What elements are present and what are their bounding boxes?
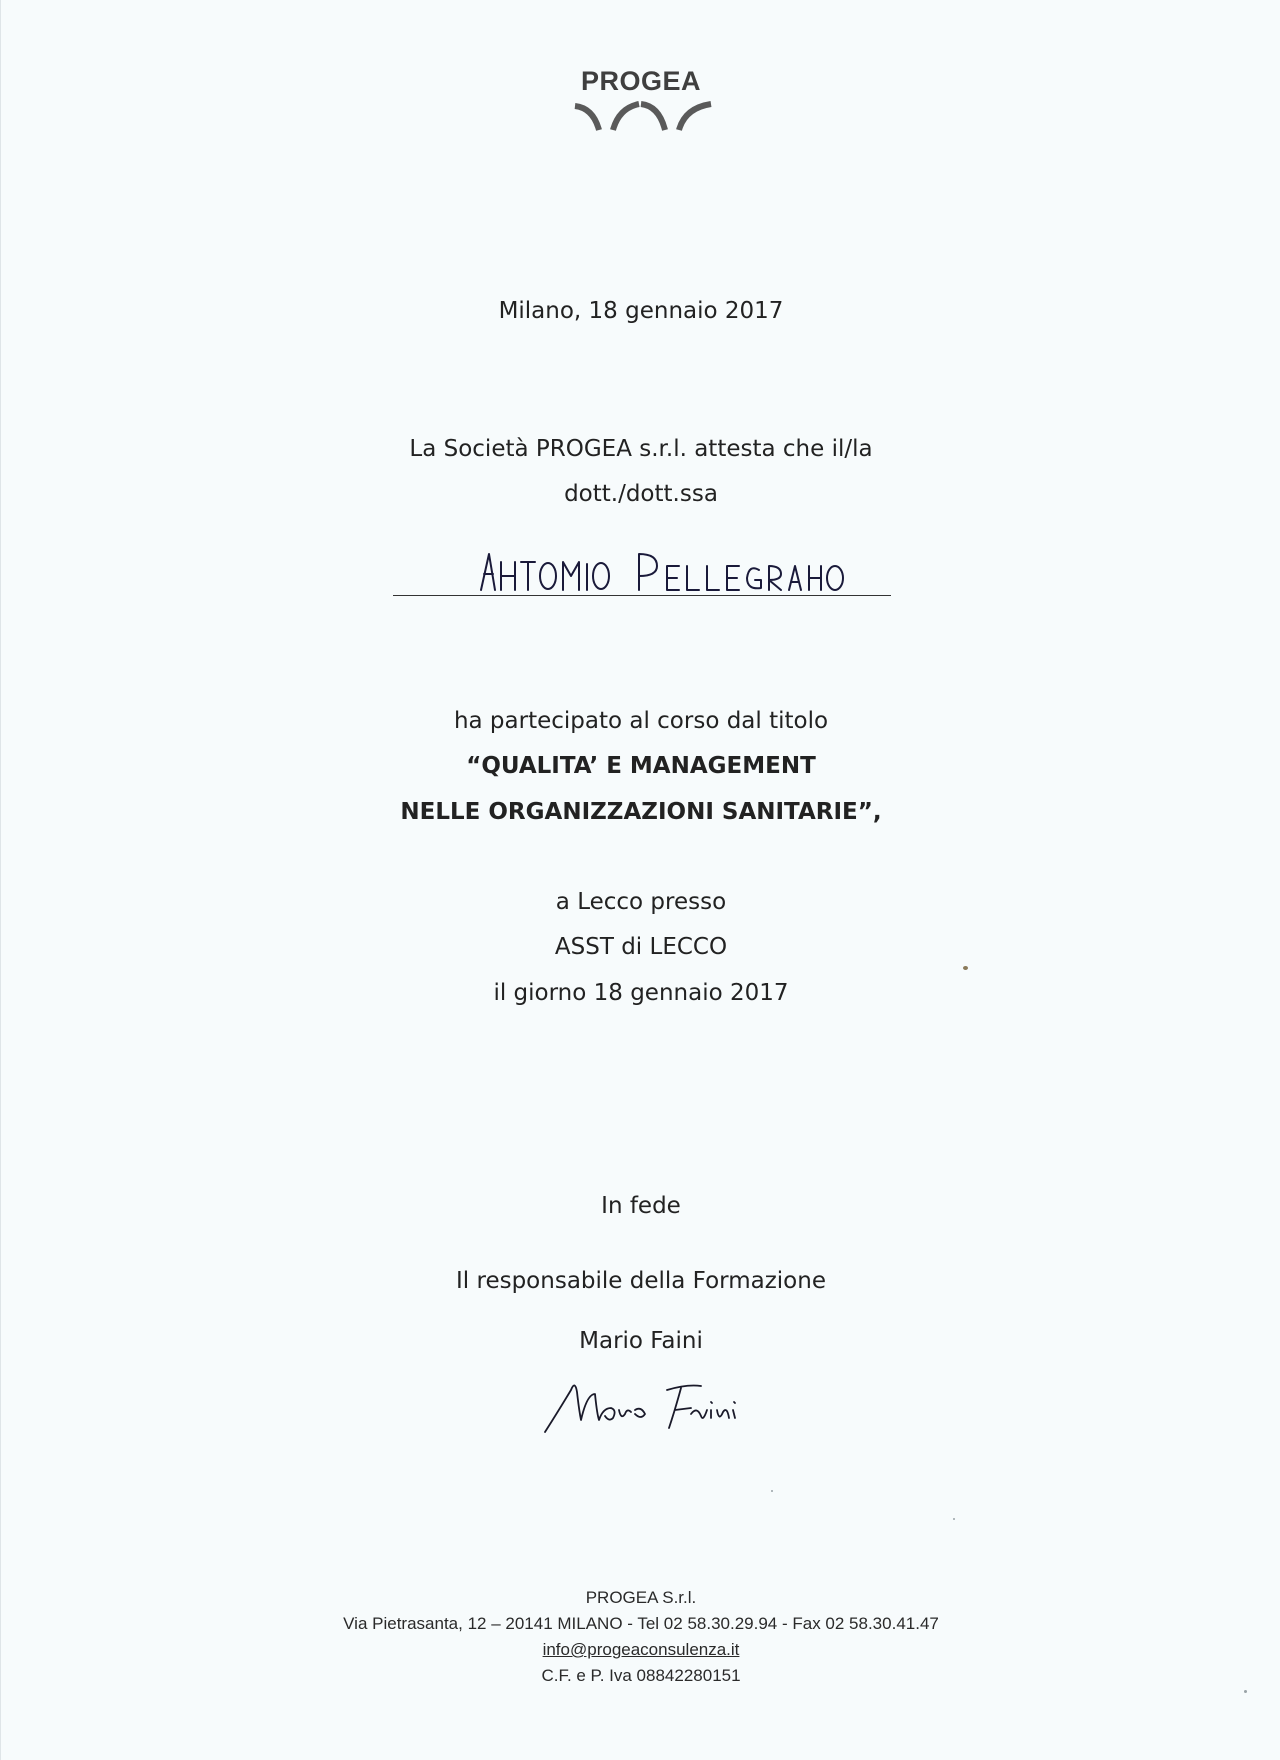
course-title-line-1: “QUALITA’ E MANAGEMENT [466,753,816,779]
footer-address: Via Pietrasanta, 12 – 20141 MILANO - Tel 02 58.30.29.94 - Fax 02 58.30.41.47 [343,1614,939,1633]
footer-email-link[interactable]: info@progeaconsulenza.it [542,1640,740,1659]
participation-line: ha partecipato al corso dal titolo [453,708,829,734]
scan-speck [963,966,968,970]
signer-role: Il responsabile della Formazione [456,1268,826,1294]
location-line-1: a Lecco presso [555,889,727,915]
handwritten-participant-name [471,548,851,598]
progea-logo-icon [573,100,713,136]
intro-line-2: dott./dott.ssa [564,481,718,507]
scan-speck [771,1490,773,1492]
course-title-line-2: NELLE ORGANIZZAZIONI SANITARIE”, [400,799,882,825]
signer-name: Mario Faini [579,1328,703,1354]
course-date-line: il giorno 18 gennaio 2017 [493,980,789,1006]
scan-speck [953,1518,955,1520]
logo-text: PROGEA [580,66,702,96]
intro-line-1: La Società PROGEA s.r.l. attesta che il/la [409,436,873,462]
location-line-2: ASST di LECCO [554,934,728,960]
footer-tax-id: C.F. e P. Iva 08842280151 [541,1666,741,1685]
handwritten-signature [541,1370,751,1440]
scan-speck [1244,1690,1247,1693]
in-fede: In fede [601,1193,681,1219]
name-underline [393,595,891,596]
footer-company: PROGEA S.r.l. [585,1588,697,1607]
date-line: Milano, 18 gennaio 2017 [498,298,784,324]
